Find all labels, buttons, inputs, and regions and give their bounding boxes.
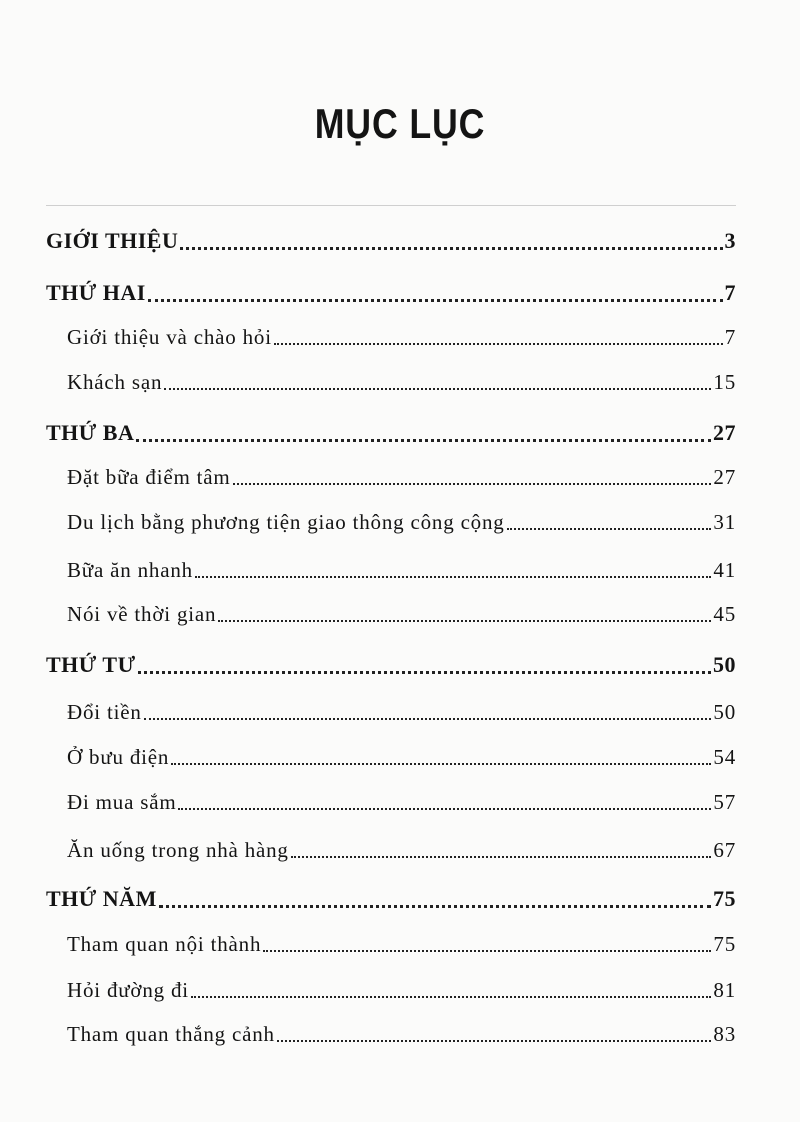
entry-title: Đi mua sắm — [67, 790, 177, 814]
toc-section-entry — [67, 510, 736, 535]
page-number: 27 — [713, 465, 736, 489]
entry-title: Bữa ăn nhanh — [67, 558, 193, 582]
dot-leader — [191, 978, 711, 1003]
entry-title: Nói về thời gian — [67, 602, 217, 626]
toc-section-entry — [67, 325, 736, 350]
toc-section-entry — [67, 558, 736, 583]
dot-leader — [274, 325, 723, 350]
page-number: 67 — [713, 838, 736, 862]
entry-title: Giới thiệu và chào hỏi — [67, 325, 272, 349]
page-number: 41 — [713, 558, 736, 582]
dot-leader — [171, 745, 711, 770]
dot-leader — [180, 228, 722, 254]
page-number: 3 — [724, 228, 736, 253]
dot-leader — [233, 465, 712, 490]
page-number: 15 — [713, 370, 736, 394]
dot-leader — [164, 370, 711, 395]
page-number: 50 — [713, 652, 736, 677]
dot-leader — [178, 790, 711, 815]
page-number: 50 — [713, 700, 736, 724]
dot-leader — [148, 280, 723, 306]
toc-section-entry — [67, 932, 736, 957]
toc-section-entry — [67, 1022, 736, 1047]
entry-title: Đặt bữa điểm tâm — [67, 465, 231, 489]
entry-title: Tham quan nội thành — [67, 932, 262, 956]
dot-leader — [277, 1022, 712, 1047]
entry-title: THỨ BA — [46, 420, 135, 445]
page-number: 7 — [724, 325, 736, 349]
entry-title: THỨ NĂM — [46, 886, 157, 911]
page-number: 54 — [713, 745, 736, 769]
entry-title: GIỚI THIỆU — [46, 228, 179, 253]
toc-section-entry — [67, 978, 736, 1003]
page-number: 31 — [713, 510, 736, 534]
dot-leader — [138, 652, 711, 678]
dot-leader — [291, 838, 712, 863]
page-number: 45 — [713, 602, 736, 626]
entry-title: Ăn uống trong nhà hàng — [67, 838, 289, 862]
dot-leader — [195, 558, 711, 583]
page-number: 7 — [724, 280, 736, 305]
toc-chapter-entry — [46, 420, 736, 446]
page-number: 75 — [713, 886, 736, 911]
page-number: 81 — [713, 978, 736, 1002]
toc-section-entry — [67, 838, 736, 863]
toc-chapter-entry — [46, 280, 736, 306]
entry-title: Khách sạn — [67, 370, 163, 394]
toc-section-entry — [67, 745, 736, 770]
dot-leader — [218, 602, 711, 627]
dot-leader — [263, 932, 711, 957]
entry-title: THỨ HAI — [46, 280, 146, 305]
dot-leader — [507, 510, 712, 535]
page-number: 83 — [713, 1022, 736, 1046]
toc-section-entry — [67, 370, 736, 395]
page-number: 75 — [713, 932, 736, 956]
dot-leader — [144, 700, 712, 725]
dot-leader — [136, 420, 711, 446]
toc-chapter-entry — [46, 652, 736, 678]
page-number: 57 — [713, 790, 736, 814]
entry-title: Hỏi đường đi — [67, 978, 189, 1002]
entry-title: THỨ TƯ — [46, 652, 136, 677]
toc-chapter-entry — [46, 228, 736, 254]
entry-title: Du lịch bằng phương tiện giao thông công cộng — [67, 510, 505, 534]
toc-chapter-entry — [46, 886, 736, 912]
toc-section-entry — [67, 465, 736, 490]
dot-leader — [159, 886, 711, 912]
entry-title: Ở bưu điện — [67, 745, 170, 769]
entry-title: Tham quan thắng cảnh — [67, 1022, 275, 1046]
entry-title: Đổi tiền — [67, 700, 142, 724]
toc-section-entry — [67, 700, 736, 725]
toc-section-entry — [67, 602, 736, 627]
page-title: MỤC LỤC — [314, 100, 486, 147]
page-number: 27 — [713, 420, 736, 445]
toc-section-entry — [67, 790, 736, 815]
